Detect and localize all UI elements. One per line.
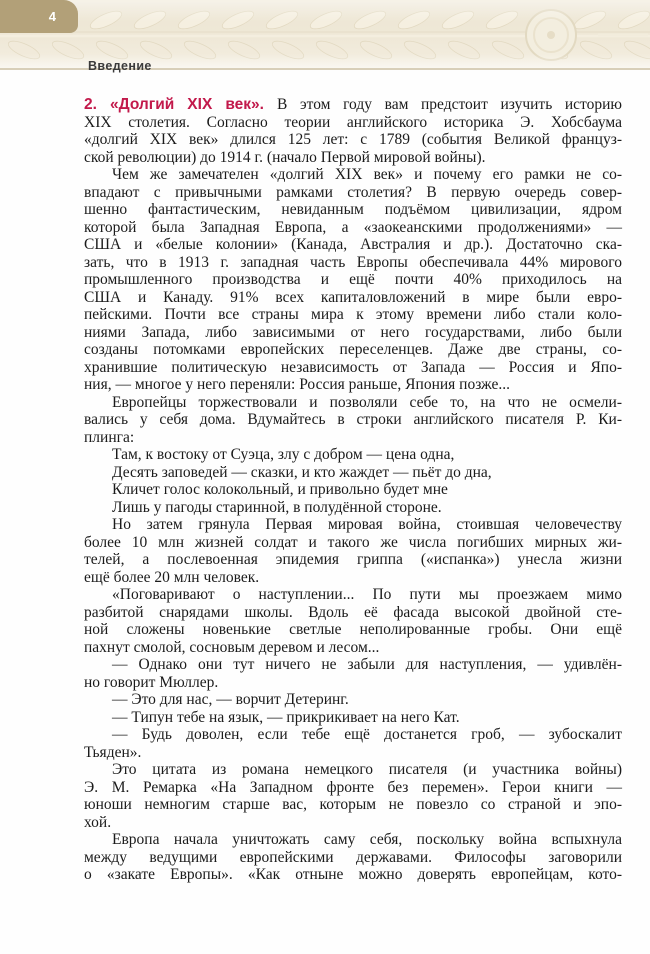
text-line: более 10 млн жизней солдат и такого же числа погибших мирных жи- (84, 533, 622, 551)
paragraph (84, 831, 622, 884)
text-line: Десять заповедей — сказки, и кто жаждет — пьёт до дна, (112, 463, 492, 481)
content (84, 96, 622, 884)
text-line: — Это для нас, — ворчит Детеринг. (112, 691, 349, 708)
text-line: плинга: (84, 428, 135, 446)
section-heading-lead: 2. «Долгий XIX век». (84, 96, 278, 113)
text-line: Европейцы торжествовали и позволяли себе то, на что не осмели- (112, 393, 622, 411)
text-line: зать, что в 1913 г. западная часть Европы обеспечивала 44% мирового (84, 253, 622, 271)
text-line: разбитой снарядами школы. Вдоль её фасада высокой двойной сте- (84, 603, 622, 621)
text-line: «долгий XIX век» длился 125 лет: с 1789 (события Великой француз- (84, 131, 622, 148)
text-line: Там, к востоку от Суэца, злу с добром — цена одна, (112, 446, 455, 463)
text-line: Кличет голос колокольный, и привольно будет мне (112, 481, 448, 498)
text-line: — Будь доволен, если тебе ещё достанется гроб, — зубоскалит (112, 726, 622, 743)
text-line: США и Канаду. 91% всех капиталовложений в мире были евро- (84, 288, 622, 306)
paragraph (84, 709, 622, 727)
page-number-tab (0, 0, 78, 33)
text-line: Европа начала уничтожать саму себя, поскольку война вспыхнула (112, 831, 622, 848)
text-line: Это цитата из романа немецкого писателя (и участника войны) (112, 761, 622, 778)
text-line: впадают с привычными рамками столетия? В первую очередь совер- (84, 183, 622, 201)
paragraph (84, 96, 622, 166)
text-line: «Поговаривают о наступлении... По пути мы проезжаем мимо (112, 586, 622, 603)
text-line: ской революции) до 1914 г. (начало Первой мировой войны). (84, 148, 486, 166)
verse-block (84, 446, 622, 516)
text-line: США и «белые колонии» (Канада, Австралия и др.). Достаточно ска- (84, 236, 622, 253)
text-line: — Типун тебе на язык, — прикрикивает на него Кат. (112, 708, 460, 726)
text-line: — Однако они тут ничего не забыли для наступления, — удивлён- (112, 656, 622, 673)
paragraph (84, 761, 622, 831)
text-line: промышленного производства и ещё почти 40% приходилось на (84, 271, 622, 288)
text-line: пейскими. Почти все страны мира к этому времени либо стали коло- (84, 306, 622, 323)
text-line: созданы потомками европейских переселенцев. Даже две страны, со- (84, 341, 622, 358)
text-line: XIX столетия. Согласно теории английского историка Э. Хобсбаума (84, 113, 622, 131)
text-line: пахнут смолой, сосновым деревом и лесом... (84, 638, 380, 656)
text-line: хой. (84, 813, 112, 831)
text-line: хранившие политическую независимость от Запада — Россия и Япо- (84, 358, 622, 376)
text-line: ниями Запада, либо зависимыми от него государствами, либо были (84, 323, 622, 341)
text-line: Э. М. Ремарка «На Западном фронте без перемен». Герои книги — (84, 778, 622, 796)
text-line: ной сложены новенькие светлые неполированные гробы. Они ещё (84, 621, 622, 638)
text-line: юноши немногим старше вас, которым не повезло со страной и эпо- (84, 796, 622, 813)
paragraph (84, 394, 622, 447)
text-line: шенно фантастическим, невиданным подъёмом цивилизации, ядром (84, 201, 622, 218)
paragraph (84, 656, 622, 691)
paragraph (84, 691, 622, 709)
text-line: 2. «Долгий XIX век». В этом году вам предстоит изучить историю (84, 96, 622, 113)
paragraph (84, 516, 622, 586)
text-line: о «закате Европы». «Как отныне можно доверять европейцам, кото- (84, 866, 622, 883)
text-line: телей, а послевоенная эпидемия гриппа («испанка») унесла жизни (84, 551, 622, 568)
text-line: которой была Западная Европа, а «заокеанскими продолжениями» — (84, 218, 622, 236)
text-line: но говорит Мюллер. (84, 673, 219, 691)
text-line: ещё более 20 млн человек. (84, 568, 260, 586)
section-label: Введение (88, 59, 152, 73)
text-line: между ведущими европейскими державами. Философы заговорили (84, 848, 622, 866)
text-line: Тьяден». (84, 743, 142, 761)
text-line: вались у себя дома. Вдумайтесь в строки английского писателя Р. Ки- (84, 411, 622, 428)
text-line: Лишь у пагоды старинной, в полудённой стороне. (112, 498, 442, 516)
page-number: 4 (48, 9, 56, 24)
text-line: Но затем грянула Первая мировая война, стоившая человечеству (112, 516, 622, 533)
text-line: ния, — многое у него переняли: Россия раньше, Япония позже... (84, 376, 511, 393)
paragraph (84, 166, 622, 394)
text-line: Чем же замечателен «долгий XIX век» и почему его рамки не со- (112, 166, 622, 183)
paragraph (84, 586, 622, 656)
paragraph (84, 726, 622, 761)
